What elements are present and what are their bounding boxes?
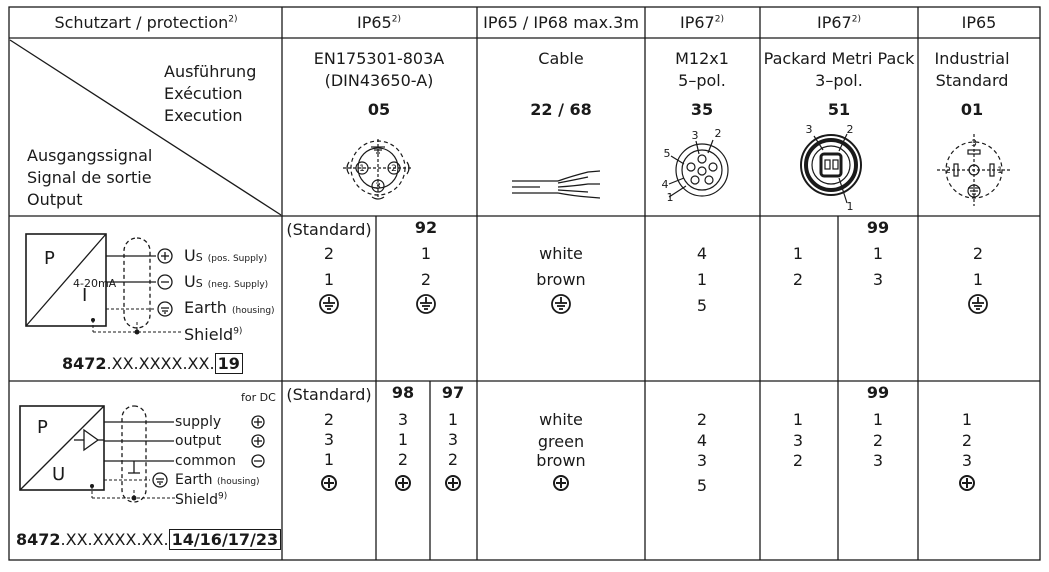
signal-earth: Earth (housing) [184,298,275,317]
r2-din-97-common: 2 [447,450,459,469]
r2-m12-earth: 5 [696,476,708,495]
connector-packard-code: 51 [827,100,851,119]
connector-packard-name: Packard Metri Pack [763,49,915,68]
r2-din-98-output: 1 [397,430,409,449]
r2-cable-supply: white [539,410,583,429]
r2-m12-common: 3 [696,451,708,470]
r1-din-std-neg: 1 [323,270,335,289]
r2-din-98-supply: 3 [397,410,409,429]
r2-m12-supply: 2 [696,410,708,429]
r1-din-std-pos: 2 [323,244,335,263]
connector-din-norm: (DIN43650-A) [324,71,434,90]
pressure-symbol-2: P [37,417,48,438]
m12-pin-3: 3 [691,129,699,142]
r1-din-92-neg: 2 [420,270,432,289]
r2-din-std-common: 1 [323,450,335,469]
signal-shield: Shield$^{9)}$ [184,325,243,344]
protection-ip65-ip68-cable: IP65 / IP68 max.3m [483,13,639,32]
r1-packard-99-pos: 1 [872,244,884,263]
din-connector-icon [335,135,421,203]
din-pin-1: 1 [359,164,365,174]
protection-ip65-industrial: IP65 [961,13,997,32]
m12-pin-4: 4 [661,178,669,191]
signal-shield-2: Shield$^{9)}$ [175,491,228,508]
r2-industrial-output: 2 [961,431,973,450]
r2-din-98-common: 2 [397,450,409,469]
r2-packard-99-head: 99 [866,383,890,402]
output-label-en: Output [27,190,83,209]
execution-label-fr: Exécution [164,84,243,103]
m12-pin-1: 1 [666,191,674,204]
r1-cable-earth-icon [550,293,572,315]
r2-din-97-head: 97 [441,383,465,402]
r2-industrial-earth-icon [958,474,976,492]
r1-din-standard-head: (Standard) [286,220,372,239]
r2-packard-std-supply: 1 [792,410,804,429]
r2-cable-earth-icon [552,474,570,492]
signal-earth-2: Earth (housing) [175,472,260,488]
r1-m12-pos: 4 [696,244,708,263]
r1-industrial-pos: 2 [972,244,984,263]
execution-label-en: Execution [164,106,243,125]
r2-packard-99-supply: 1 [872,410,884,429]
execution-label-de: Ausführung [164,62,257,81]
connector-m12-name: M12x1 [675,49,729,68]
r2-packard-99-output: 2 [872,431,884,450]
connector-industrial-code: 01 [960,100,984,119]
signal-neg-supply: US (neg. Supply) [184,272,269,291]
current-range-label: 4-20mA [73,277,117,290]
r1-cable-neg: brown [536,270,586,289]
industrial-pin-3: 3 [971,139,977,149]
r1-packard-99-neg: 3 [872,270,884,289]
r2-din-97-output: 3 [447,430,459,449]
part-number-voltage: 8472.XX.XXXX.XX. 14/16/17/23 [16,531,281,549]
connector-cable-code: 22 / 68 [530,100,592,119]
connector-din-code: 05 [367,100,391,119]
r1-din-92-head: 92 [414,218,438,237]
din-pin-2: 2 [391,164,397,174]
r2-din-97-supply: 1 [447,410,459,429]
packard-pin-1: 1 [846,200,854,212]
connector-industrial-name: Industrial [934,49,1010,68]
r2-industrial-common: 3 [961,451,973,470]
connector-m12-code: 35 [690,100,714,119]
protection-ip65-din: IP65$^{2)}$ [357,13,401,32]
connector-din-name: EN175301-803A [313,49,445,68]
m12-pin-2: 2 [714,127,722,140]
signal-pos-supply: US (pos. Supply) [184,246,268,265]
connector-m12-poles: 5–pol. [678,71,726,90]
packard-connector-icon [795,120,865,212]
r1-packard-std-neg: 2 [792,270,804,289]
voltage-symbol: U [52,464,66,485]
current-symbol: I [82,285,88,306]
industrial-pin-1: 1 [997,166,1003,176]
r1-din-92-pos: 1 [420,244,432,263]
r2-packard-std-common: 2 [792,451,804,470]
industrial-connector-icon [933,130,1015,210]
pressure-symbol: P [44,248,55,269]
r2-packard-99-common: 3 [872,451,884,470]
m12-connector-icon [655,123,745,211]
connector-cable-name: Cable [538,49,584,68]
r2-din-std-earth-icon [320,474,338,492]
r2-din-std-supply: 2 [323,410,335,429]
r1-m12-earth: 5 [696,296,708,315]
output-label-de: Ausgangssignal [27,146,153,165]
r1-industrial-earth-icon [967,293,989,315]
m12-pin-5: 5 [663,147,671,160]
protection-header: Schutzart / protection$^{2)}$ [54,13,238,32]
r1-industrial-neg: 1 [972,270,984,289]
r2-cable-common: brown [536,451,586,470]
r2-din-standard-head: (Standard) [286,385,372,404]
connector-packard-poles: 3–pol. [815,71,863,90]
r1-din-92-earth-icon [415,293,437,315]
r2-packard-std-output: 3 [792,431,804,450]
cable-icon [510,168,614,202]
r1-din-std-earth-icon [318,293,340,315]
packard-pin-3: 3 [805,123,813,136]
connector-industrial-standard: Standard [935,71,1009,90]
signal-output: output [175,433,222,449]
r2-industrial-supply: 1 [961,410,973,429]
din-pin-3: 3 [375,182,381,192]
r2-din-98-head: 98 [391,383,415,402]
r2-m12-output: 4 [696,431,708,450]
part-number-current: 8472.XX.XXXX.XX. 19 [62,355,243,373]
signal-common: common [175,453,236,469]
signal-supply: supply [175,414,222,430]
industrial-pin-2: 2 [945,166,951,176]
dc-note: for DC [241,391,276,404]
r1-m12-neg: 1 [696,270,708,289]
r2-din-std-output: 3 [323,430,335,449]
r2-din-97-earth-icon [444,474,462,492]
protection-ip67-packard: IP67$^{2)}$ [817,13,861,32]
protection-ip67-m12: IP67$^{2)}$ [680,13,724,32]
r2-din-98-earth-icon [394,474,412,492]
r1-cable-pos: white [539,244,583,263]
output-label-fr: Signal de sortie [27,168,152,187]
r2-cable-output: green [537,432,585,451]
r1-packard-99-head: 99 [866,218,890,237]
r1-packard-std-pos: 1 [792,244,804,263]
packard-pin-2: 2 [846,123,854,136]
